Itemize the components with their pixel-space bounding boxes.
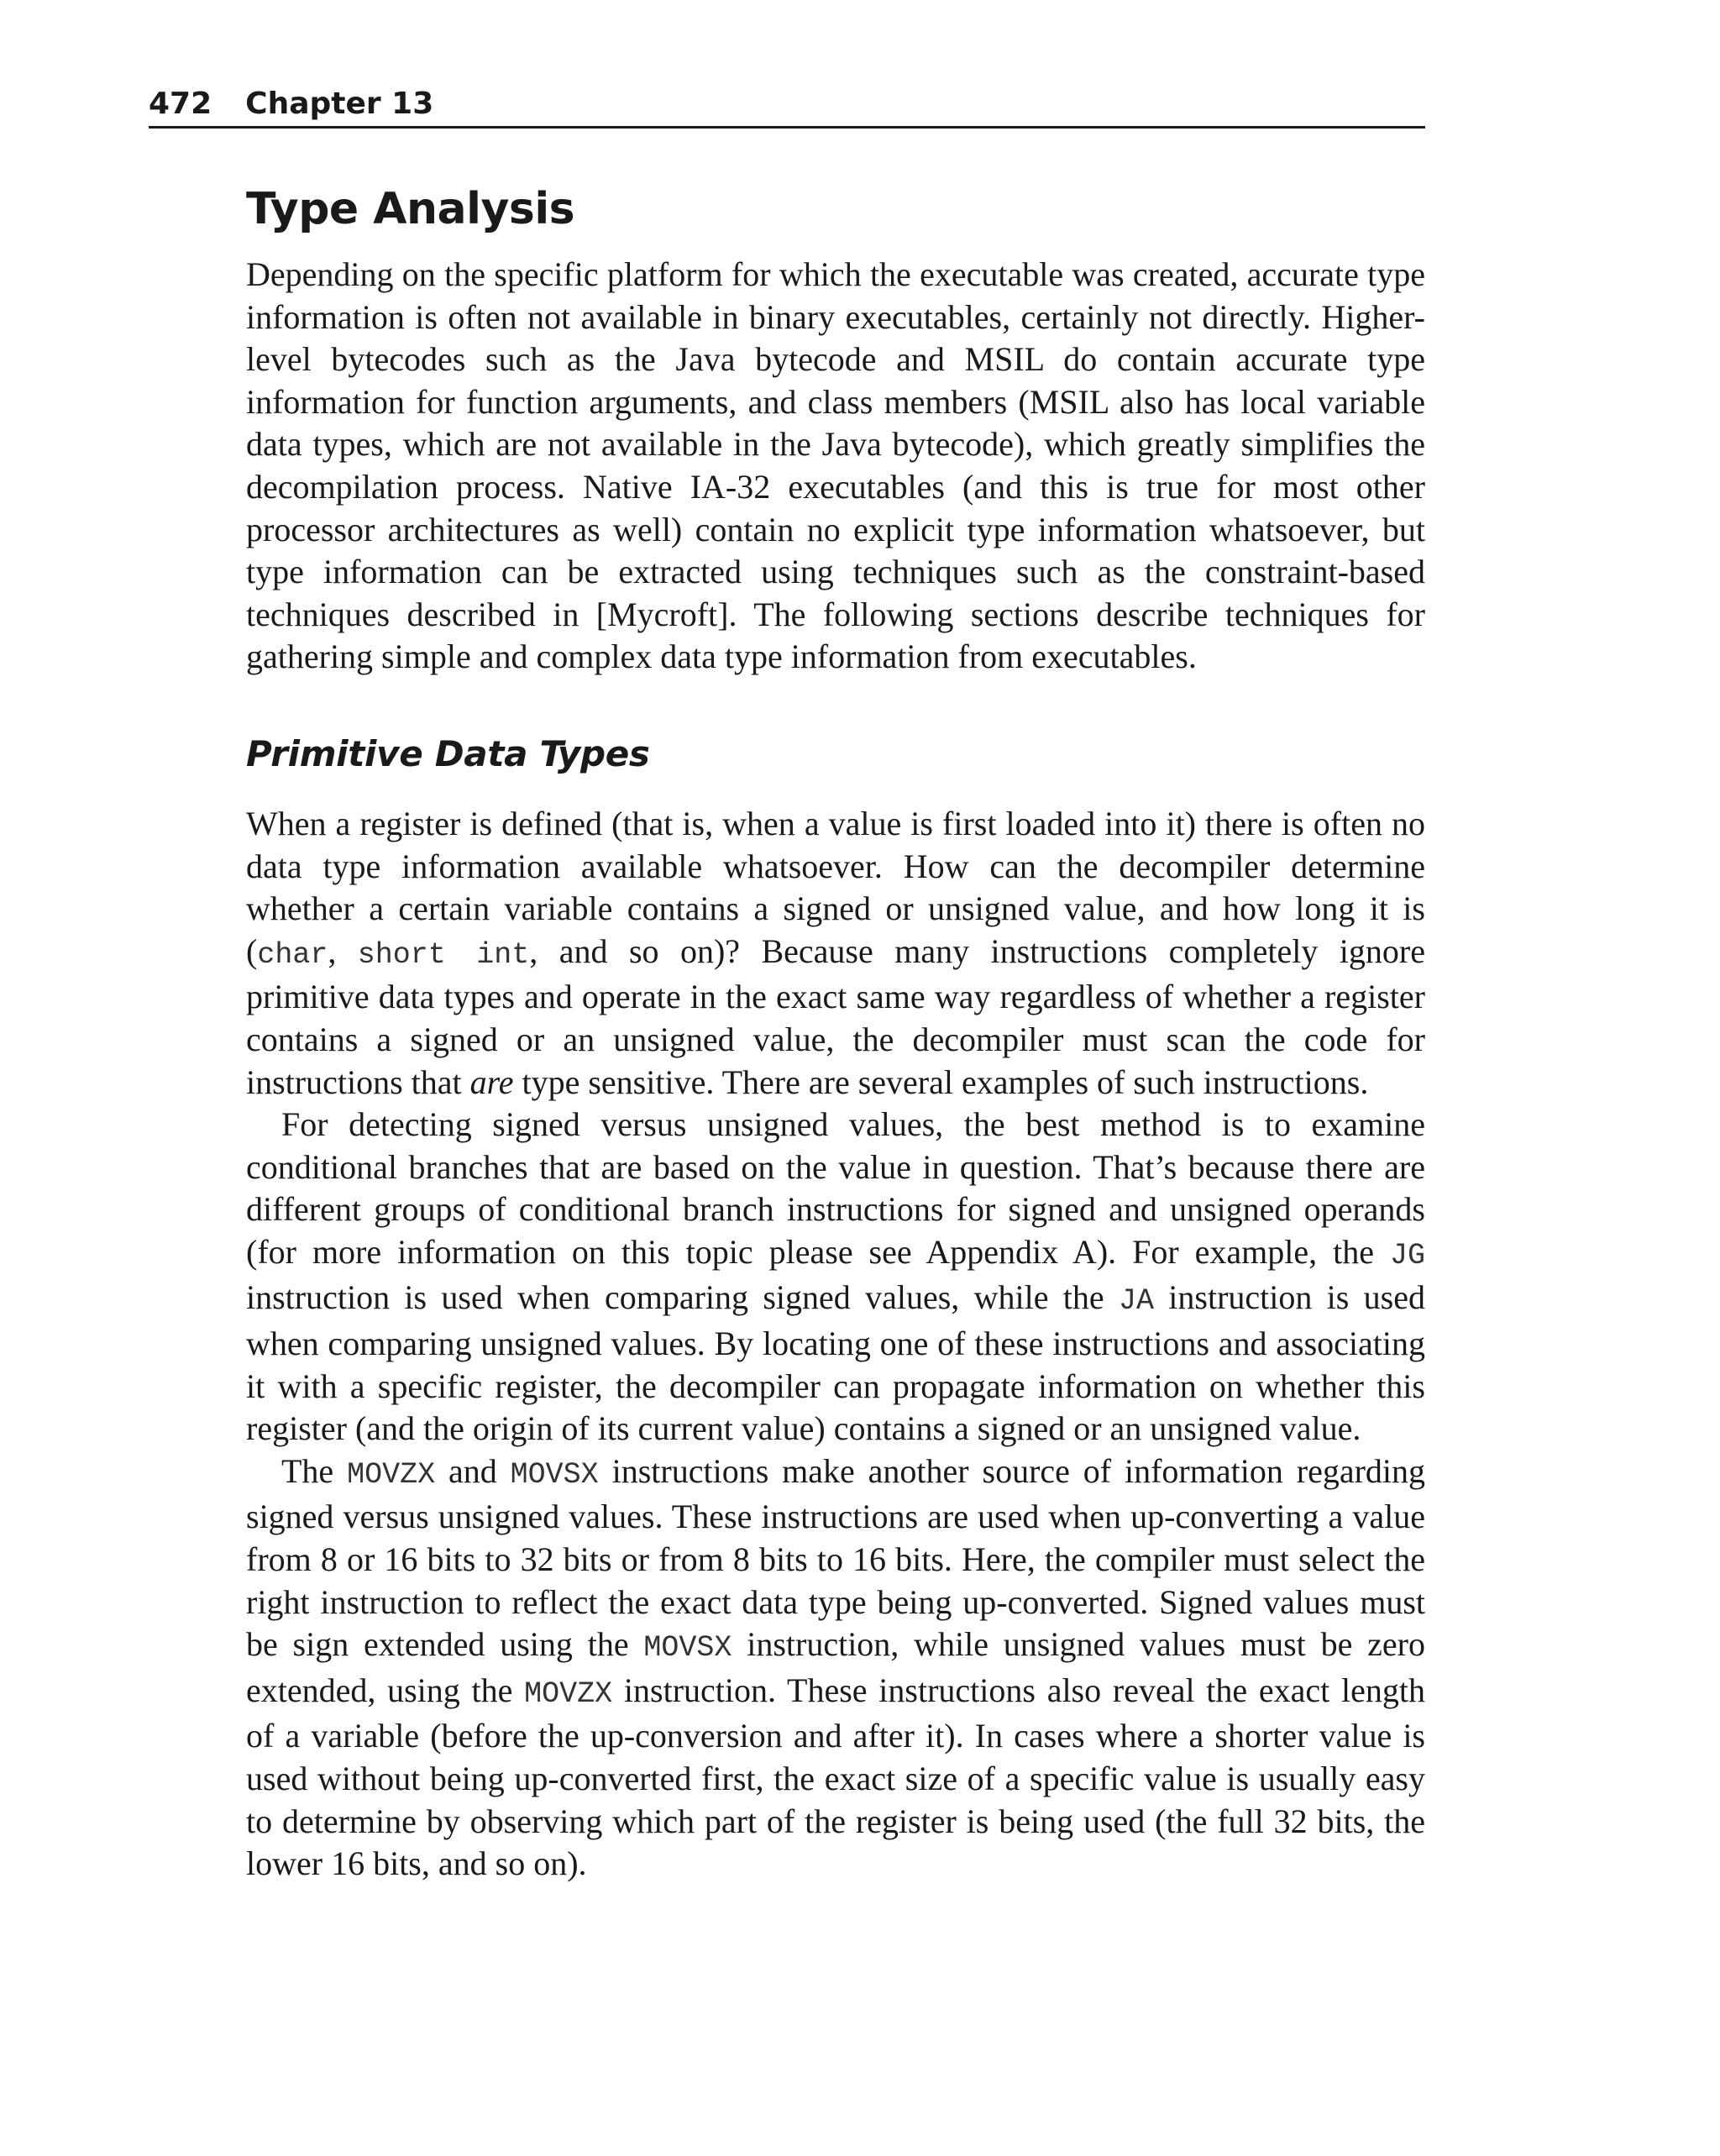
page-number: 472	[149, 87, 212, 121]
code-short-int: short int	[357, 937, 530, 972]
text-run: The	[281, 1451, 348, 1490]
text-run: instructions make another source of information regarding signed versus unsigned values. These instructions are used when up-converting a value from 8 or 16 bits to 32 bits or from 8 bits to 16 bits. Here, the compiler must select the right instruction to reflect the exact data type being up-converted. Signed values must be sign extended using the	[246, 1451, 1426, 1664]
subsection-title: Primitive Data Types	[246, 732, 650, 774]
paragraph-signed-detection	[246, 1104, 1425, 1450]
code-movsx: MOVSX	[510, 1457, 599, 1492]
text-run: instruction is used when comparing unsigned values. By locating one of these instructions and associating it with a specific register, the decompiler can propagate information on whether this register (and the origin of its current value) contains a signed or an unsigned value.	[246, 1278, 1425, 1448]
running-head	[149, 82, 1425, 129]
text-run: , and so on)? Because many instructions completely ignore primitive data types and operate in the exact same way regardless of whether a register contains a signed or an unsigned value, the decompiler must scan the code for instructions that	[246, 931, 1425, 1101]
text-run: type sensitive. There are several examples of such instructions.	[513, 1062, 1369, 1101]
section-title: Type Analysis	[246, 184, 575, 234]
intro-paragraph: Depending on the specific platform for which the executable was created, accurate type information is often not available in binary executables, certainly not directly. Higher-level bytecodes such as the Java bytecode and MSIL do contain accurate type information for function arguments, and class members (MSIL also has local variable data types, which are not available in the Java bytecode), which greatly simplifies the decompilation process. Native IA-32 executables (and this is true for most other processor architectures as well) contain no explicit type information whatsoever, but type information can be extracted using techniques such as the constraint-based techniques described in [Mycroft]. The following sections describe techniques for gathering simple and complex data type information from executables.	[246, 255, 1425, 676]
text-run: and	[435, 1451, 511, 1490]
text-run: instruction, while unsigned values must be zero extended, using the	[246, 1625, 1425, 1709]
text-run: For detecting signed versus unsigned values, the best method is to examine conditional branches that are based on the value in question. That’s because there are different groups of conditional branch instructions for signed and unsigned operands (for more information on this topic please see Appendix A). For example, the	[246, 1105, 1425, 1271]
page-content	[246, 180, 1425, 1886]
paragraph-movzx-movsx	[246, 1450, 1425, 1886]
paragraph-register-definition	[246, 803, 1425, 1104]
code-movsx: MOVSX	[643, 1631, 732, 1666]
code-jg: JG	[1389, 1238, 1425, 1272]
emphasis-are: are	[469, 1062, 514, 1101]
code-movzx: MOVZX	[524, 1676, 613, 1711]
chapter-label: Chapter 13	[245, 87, 434, 121]
code-ja: JA	[1118, 1284, 1154, 1319]
text-run: ,	[328, 931, 358, 970]
text-run: When a register is defined (that is, when a value is first loaded into it) there is often no data type information available whatsoever. How can the decompiler determine whether a certain variable contains a signed or unsigned value, and how long it is (	[246, 804, 1425, 970]
text-run: instruction is used when comparing signed values, while the	[246, 1278, 1119, 1317]
code-char: char	[257, 937, 328, 972]
text-run: instruction. These instructions also reveal the exact length of a variable (before the up-conversion and after it). In cases where a shorter value is used without being up-converted first, the exact size of a specific value is usually easy to determine by observing which part of the register is being used (the full 32 bits, the lower 16 bits, and so on).	[246, 1671, 1426, 1883]
code-movzx: MOVZX	[347, 1457, 436, 1492]
